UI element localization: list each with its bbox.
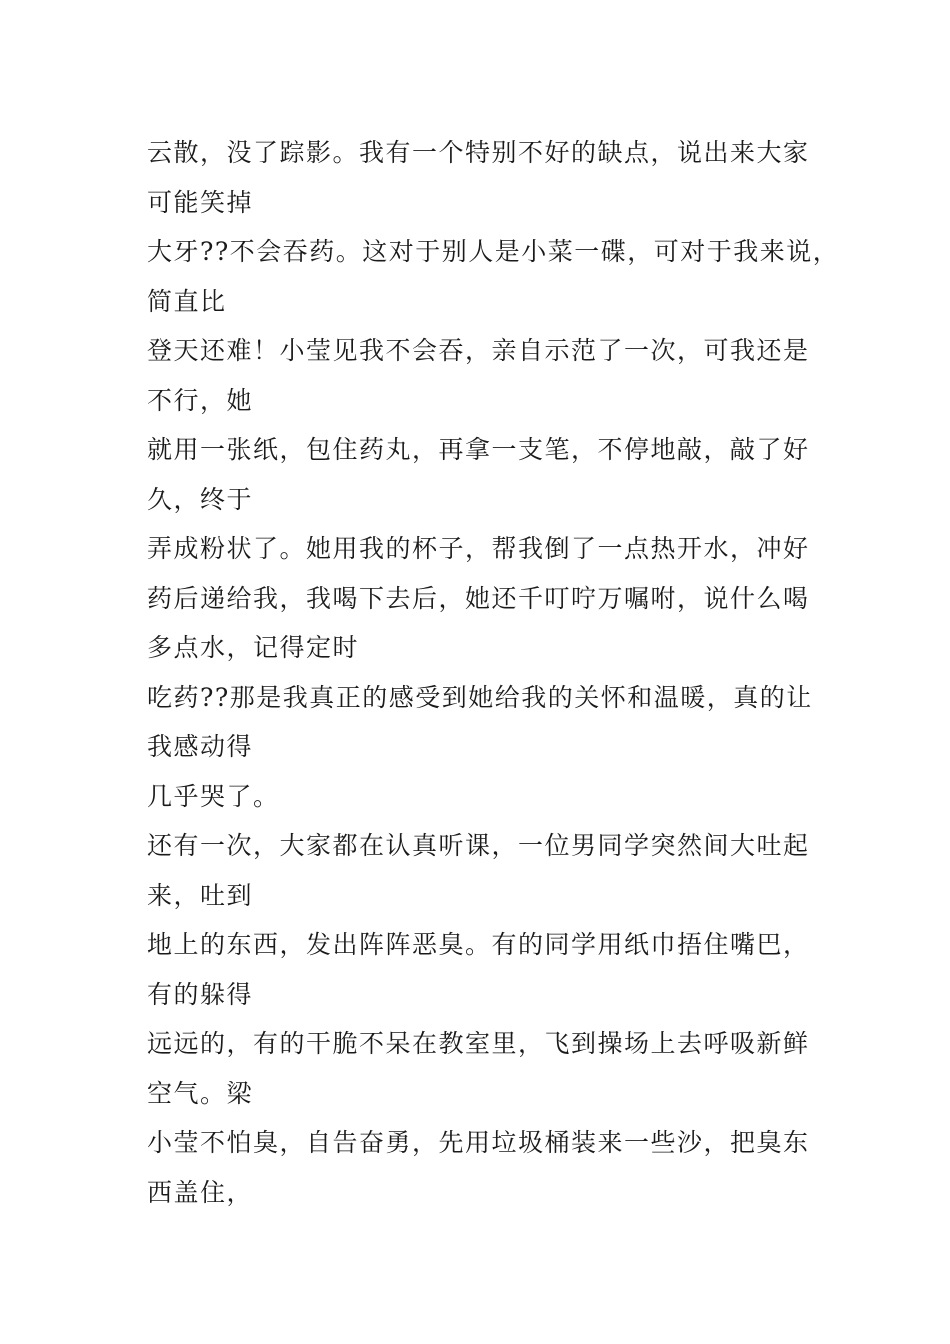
text-line: 小莹不怕臭，自告奋勇，先用垃圾桶装来一些沙，把臭东 (147, 1128, 810, 1157)
text-line: 多点水，记得定时 (147, 633, 360, 662)
text-line: 吃药??那是我真正的感受到她给我的关怀和温暖，真的让 (147, 682, 813, 712)
text-line: 登天还难！小莹见我不会吞，亲自示范了一次，可我还是 (147, 336, 810, 365)
text-line: 地上的东西，发出阵阵恶臭。有的同学用纸巾捂住嘴巴， (147, 930, 810, 959)
text-line: 西盖住， (147, 1177, 254, 1207)
text-line: 可能笑掉 (147, 187, 254, 217)
text-line: 不行，她 (147, 385, 254, 415)
text-line: 几乎哭了。 (147, 781, 280, 811)
text-line: 还有一次，大家都在认真听课，一位男同学突然间大吐起 (147, 831, 810, 860)
text-line: 弄成粉状了。她用我的杯子，帮我倒了一点热开水，冲好 (147, 534, 810, 563)
text-line: 就用一张纸，包住药丸，再拿一支笔，不停地敲，敲了好 (147, 435, 810, 464)
text-line: 云散，没了踪影。我有一个特别不好的缺点，说出来大家 (147, 138, 810, 167)
body-text (147, 128, 840, 1217)
text-line: 来，吐到 (147, 880, 254, 910)
text-line: 大牙??不会吞药。这对于别人是小菜一碟，可对于我来说， (147, 237, 840, 266)
text-line: 远远的，有的干脆不呆在教室里，飞到操场上去呼吸新鲜 (147, 1029, 810, 1058)
text-line: 我感动得 (147, 732, 254, 761)
text-line: 久，终于 (147, 484, 254, 514)
text-line: 简直比 (147, 286, 227, 316)
text-line: 空气。梁 (147, 1078, 254, 1108)
text-line: 有的躲得 (147, 979, 254, 1009)
text-line: 药后递给我，我喝下去后，她还千叮咛万嘱咐，说什么喝 (147, 583, 810, 613)
